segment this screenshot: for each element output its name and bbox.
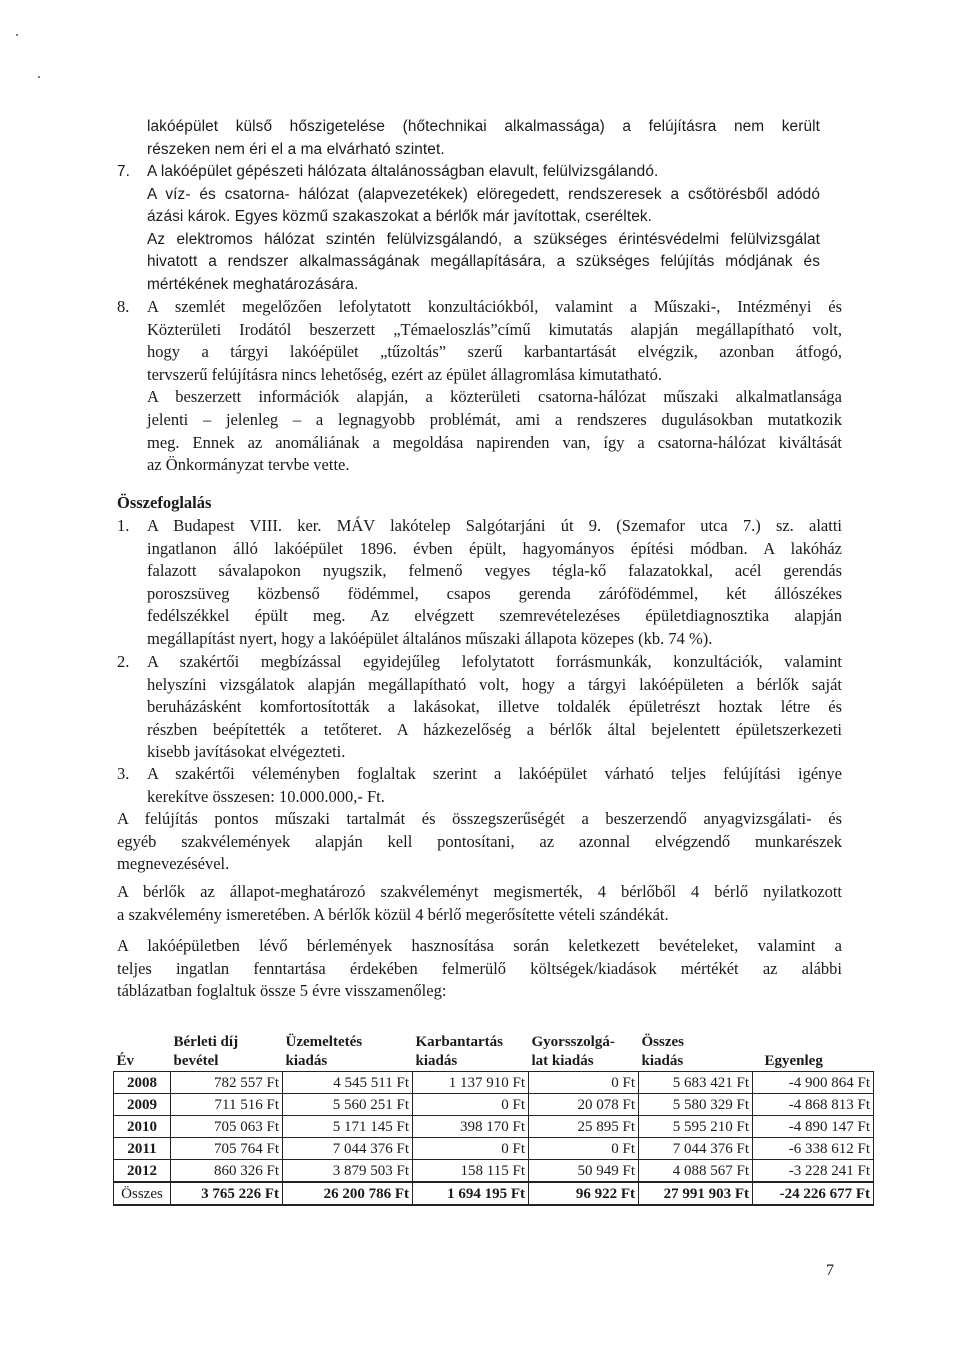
table-row (114, 1094, 874, 1116)
cell-balance: -24 226 677 Ft (753, 1182, 874, 1205)
text-line: a szakvélemény ismeretében. A bérlők közül 4 bérlő megerősítette vételi szándékát. (117, 904, 669, 924)
cell-maintenance: 1 137 910 Ft (413, 1072, 529, 1094)
cell-rent: 3 765 226 Ft (171, 1182, 283, 1205)
cell-year: 2008 (114, 1072, 171, 1094)
cell-operations: 4 545 511 Ft (283, 1072, 413, 1094)
text-line: megnevezésével. (117, 854, 230, 874)
cell-balance: -4 900 864 Ft (753, 1072, 874, 1094)
cell-rent: 860 326 Ft (171, 1160, 283, 1183)
column-header-urgent: Gyorsszolgá- lat kiadás (529, 1033, 639, 1072)
cell-rent: 782 557 Ft (171, 1072, 283, 1094)
text-line: falazott sávalapokon nyugszik, felmenő vegyes tégla-kő falazatokkal, acél gerendás (147, 561, 842, 581)
cell-operations: 7 044 376 Ft (283, 1138, 413, 1160)
cell-year: 2009 (114, 1094, 171, 1116)
cell-operations: 3 879 503 Ft (283, 1160, 413, 1183)
summary-heading: Összefoglalás (117, 493, 212, 512)
text-line: jelenti – jelenleg – a legnagyobb problémát, ami a rendszeres dugulásokban mutatkozik (147, 409, 842, 429)
list-item-7 (117, 161, 820, 297)
column-header-year: Év (114, 1033, 171, 1072)
text-line: beruházásként komfortosították a lakásokat, illetve toldalék épületrészt hoztak létre és (147, 697, 842, 717)
summary-item-2 (117, 651, 842, 764)
text-line: ázási károk. Egyes közmű szakaszokat a bérlők már javítottak, cseréltek. (147, 208, 653, 226)
text-line: teljes ingatlan fenntartása érdekében felmerülő költségek/kiadások mértékét az alábbi (117, 958, 842, 978)
list-item-8 (117, 296, 842, 477)
text-line: A Budapest VIII. ker. MÁV lakótelep Salgótarjáni út 9. (Szemafor utca 7.) sz. alatti (147, 516, 842, 535)
text-line: A szemlét megelőzően lefolytatott konzultációkból, valamint a Műszaki-, Intézményi és (147, 297, 842, 316)
cell-urgent: 0 Ft (529, 1072, 639, 1094)
text-line: részeken nem éri el a ma elvárható szintet. (147, 140, 445, 158)
table-row (114, 1160, 874, 1183)
column-header-maintenance: Karbantartás kiadás (413, 1033, 529, 1072)
page-number: 7 (826, 1262, 834, 1279)
text-line: tervszerű felújításra nincs lehetőség, ezért az épület állagromlása kimutatható. (147, 364, 662, 384)
cell-year: 2011 (114, 1138, 171, 1160)
text-line: táblázatban foglaltuk össze 5 évre visszamenőleg: (117, 981, 447, 1001)
cell-rent: 705 764 Ft (171, 1138, 283, 1160)
table-row (114, 1138, 874, 1160)
cell-year: 2012 (114, 1160, 171, 1183)
text-line: egyéb szakvélemények alapján kell pontosítani, az azonnal elvégzendő munkarészek (117, 831, 842, 851)
list-number: 3. (117, 764, 130, 783)
list-number: 7. (117, 163, 131, 180)
text-line: A lakóépületben lévő bérlemények hasznosítása során keletkezett bevételeket, valamint a (117, 936, 842, 955)
financial-table (113, 1033, 874, 1206)
cell-total: 4 088 567 Ft (639, 1160, 753, 1183)
cell-urgent: 0 Ft (529, 1138, 639, 1160)
text-line: A felújítás pontos műszaki tartalmát és összegszerűségét a beszerzendő anyagvizsgálati- és (117, 809, 842, 828)
list-item-body (117, 651, 842, 764)
section-building-condition (147, 116, 820, 161)
text-line: A szakértői véleményben foglaltak szerint a lakóépület várható teljes felújítási igénye (147, 764, 842, 783)
text-line: kerekítve összesen: 10.000.000,- Ft. (147, 786, 385, 806)
list-number: 1. (117, 516, 130, 535)
cell-total: 5 683 421 Ft (639, 1072, 753, 1094)
cell-operations: 26 200 786 Ft (283, 1182, 413, 1205)
cell-balance: -4 890 147 Ft (753, 1116, 874, 1138)
paragraph-tenants (117, 881, 842, 926)
table-row (114, 1116, 874, 1138)
cell-total: 5 580 329 Ft (639, 1094, 753, 1116)
list-number: 2. (117, 652, 130, 671)
text-line: A beszerzett információk alapján, a közterületi csatorna-hálózat műszaki alkalmatlansága (147, 387, 842, 407)
column-header-balance: Egyenleg (753, 1033, 874, 1072)
text-line: ingatlanon álló lakóépület 1896. évben épült, hagyományos építési módban. A lakóház (147, 538, 842, 558)
text-line: Az elektromos hálózat szintén felülvizsgálandó, a szükséges érintésvédelmi felülvizsgálat (147, 230, 820, 248)
text-line: poroszsüveg közbenső födémmel, csapos gerenda zárófödémmel, két állószékes (147, 583, 842, 603)
text-line: lakóépület külső hőszigetelése (hőtechnikai alkalmassága) a felújításra nem került (147, 118, 820, 135)
column-header-rent: Bérleti díj bevétel (171, 1033, 283, 1072)
text-line: fedélszékkel épült meg. Az elvégzett szemrevételezéses épületdiagnosztika alapján (147, 606, 842, 626)
list-item-body (117, 515, 842, 651)
cell-total: 7 044 376 Ft (639, 1138, 753, 1160)
text-line: mértékének meghatározására. (147, 275, 359, 293)
table-total-row (114, 1182, 874, 1205)
column-header-total: Összes kiadás (639, 1033, 753, 1072)
list-item-body (117, 296, 842, 477)
paragraph-income-costs (117, 935, 842, 1003)
text-line: A lakóépület gépészeti hálózata általánosságban elavult, felülvizsgálandó. (147, 163, 659, 180)
cell-maintenance: 398 170 Ft (413, 1116, 529, 1138)
text-line: hivatott a rendszer alkalmasságának megállapítására, a szükséges felújítás módjának és (147, 253, 820, 271)
cell-rent: 711 516 Ft (171, 1094, 283, 1116)
scan-speck (38, 76, 40, 78)
column-header-operations: Üzemeltetés kiadás (283, 1033, 413, 1072)
cell-operations: 5 560 251 Ft (283, 1094, 413, 1116)
cell-maintenance: 0 Ft (413, 1138, 529, 1160)
text-line: A bérlők az állapot-meghatározó szakvéleményt megismerték, 4 bérlőből 4 bérlő nyilatkozott (117, 882, 842, 901)
text-line: hogy a tárgyi lakóépület „tűzoltás” szerű karbantartását elvégzik, azonban átfogó, (147, 342, 842, 362)
cell-maintenance: 158 115 Ft (413, 1160, 529, 1183)
cell-urgent: 25 895 Ft (529, 1116, 639, 1138)
cell-balance: -4 868 813 Ft (753, 1094, 874, 1116)
text-line: helyszíni vizsgálatok alapján megállapítható volt, hogy a tárgyi lakóépületen a bérlők saját (147, 674, 842, 694)
cell-urgent: 96 922 Ft (529, 1182, 639, 1205)
table-row (114, 1072, 874, 1094)
cell-urgent: 50 949 Ft (529, 1160, 639, 1183)
text-line: az Önkormányzat tervbe vette. (147, 455, 350, 475)
table-header-row (114, 1033, 874, 1072)
text-line: meg. Ennek az anomáliának a megoldása napirenden van, így a csatorna-hálózat kiváltását (147, 432, 842, 452)
cell-total: 27 991 903 Ft (639, 1182, 753, 1205)
text-line: részben beépítették a tetőteret. A házkezelőség a bérlők által bejelentett épületszerkezeti (147, 719, 842, 739)
text-line: Közterületi Irodától beszerzett „Témaeloszlás”című kimutatás alapján megállapítható volt, (147, 319, 842, 339)
cell-total: 5 595 210 Ft (639, 1116, 753, 1138)
list-number: 8. (117, 297, 130, 316)
paragraph-renovation-details (117, 808, 842, 876)
summary-item-1 (117, 515, 842, 651)
text-line: A víz- és csatorna- hálózat (alapvezetékek) elöregedett, rendszeresek a csőtörésből adódó (147, 185, 820, 203)
cell-maintenance: 1 694 195 Ft (413, 1182, 529, 1205)
cell-year: Összes (114, 1182, 171, 1205)
cell-year: 2010 (114, 1116, 171, 1138)
cell-maintenance: 0 Ft (413, 1094, 529, 1116)
list-item-body (117, 161, 820, 297)
cell-balance: -6 338 612 Ft (753, 1138, 874, 1160)
cell-urgent: 20 078 Ft (529, 1094, 639, 1116)
summary-item-3 (117, 763, 842, 808)
text-line: kisebb javításokat elvégezteti. (147, 742, 346, 762)
cell-rent: 705 063 Ft (171, 1116, 283, 1138)
cell-operations: 5 171 145 Ft (283, 1116, 413, 1138)
scan-speck (16, 34, 18, 36)
text-line: A szakértői megbízással egyidejűleg lefolytatott forrásmunkák, konzultációk, valamint (147, 652, 842, 671)
text-line: megállapítást nyert, hogy a lakóépület általános műszaki állapota közepes (kb. 74 %). (147, 628, 713, 648)
cell-balance: -3 228 241 Ft (753, 1160, 874, 1183)
list-item-body (117, 763, 842, 808)
